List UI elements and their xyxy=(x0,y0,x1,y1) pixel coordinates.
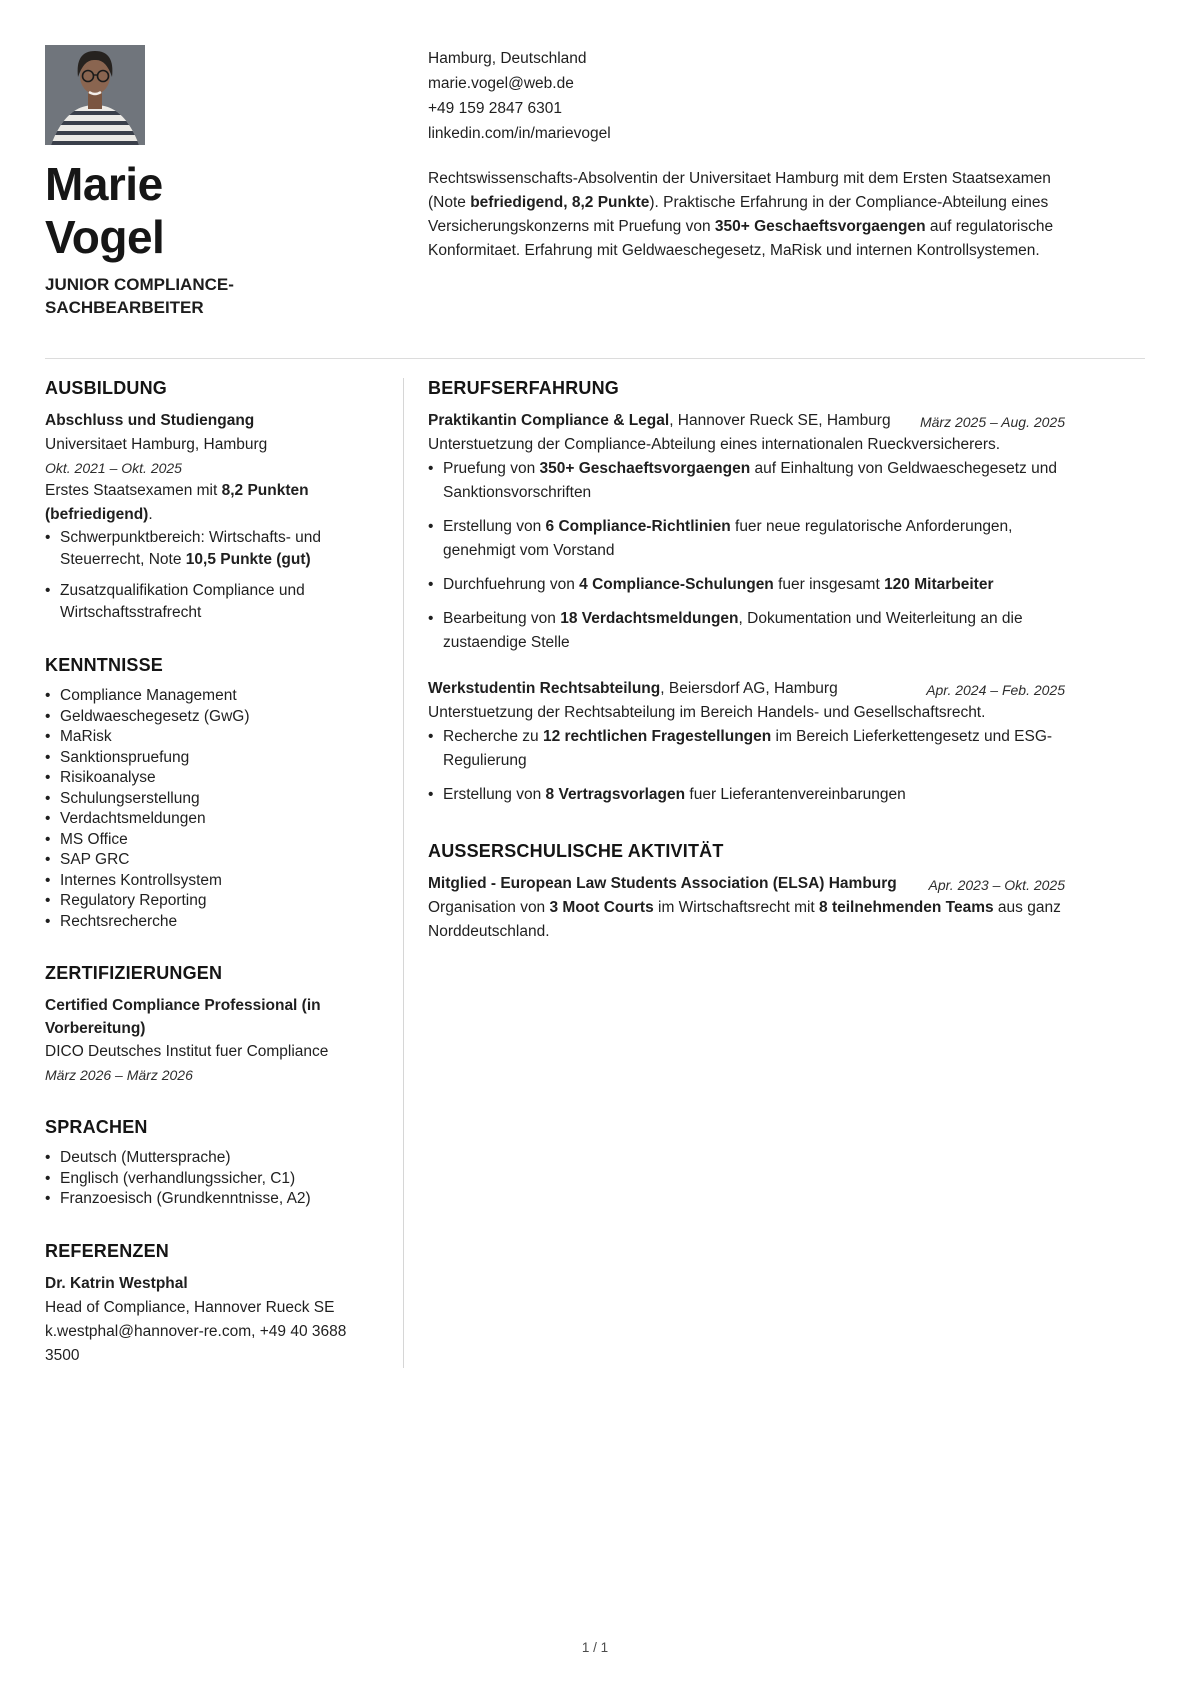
candidate-name-line1: Marie xyxy=(45,158,163,210)
section-education xyxy=(45,378,375,624)
contact-phone: +49 159 2847 6301 xyxy=(428,100,563,117)
experience-dates: März 2025 – Aug. 2025 xyxy=(919,414,1065,430)
experience-dates: Apr. 2024 – Feb. 2025 xyxy=(926,682,1065,698)
activity-description: Organisation von 3 Moot Courts im Wirtschaftsrecht mit 8 teilnehmenden Teams aus ganz Norddeutschland. xyxy=(428,899,1061,940)
skills-list xyxy=(45,686,375,932)
candidate-name-line2: Vogel xyxy=(45,211,165,263)
experience-bullet: • Pruefung von 350+ Geschaeftsvorgaengen auf Einhaltung von Geldwaeschegesetz und Sanktionsvorschriften xyxy=(428,457,1065,505)
activities-heading: AUSSERSCHULISCHE AKTIVITÄT xyxy=(428,841,724,861)
experience-role: Werkstudentin Rechtsabteilung xyxy=(428,680,661,697)
education-result: Erstes Staatsexamen mit 8,2 Punkten (befriedigend). xyxy=(45,482,309,523)
experience-heading: BERUFSERFAHRUNG xyxy=(428,378,620,398)
languages-list xyxy=(45,1148,375,1210)
candidate-job-title: JUNIOR COMPLIANCE-SACHBEARBEITER xyxy=(45,275,234,317)
contact-location: Hamburg, Deutschland xyxy=(428,50,587,67)
skill-item: • Compliance Management xyxy=(45,686,375,707)
education-degree: Abschluss und Studiengang xyxy=(45,412,255,429)
left-column xyxy=(45,378,375,1368)
education-bullet-list xyxy=(45,527,375,624)
skill-item: • Internes Kontrollsystem xyxy=(45,871,375,892)
header-contact-summary xyxy=(428,45,1065,319)
activity-entry-header xyxy=(428,872,1065,896)
column-divider xyxy=(403,378,404,1368)
main-content xyxy=(45,358,1145,1368)
reference-contact: k.westphal@hannover-re.com, +49 40 3688 3500 xyxy=(45,1322,347,1364)
section-languages xyxy=(45,1117,375,1210)
experience-description: Unterstuetzung der Compliance-Abteilung eines internationalen Rueckversicherers. xyxy=(428,436,1001,453)
reference-name: Dr. Katrin Westphal xyxy=(45,1274,188,1292)
activity-entry xyxy=(428,872,1065,944)
section-skills xyxy=(45,655,375,932)
section-certifications xyxy=(45,963,375,1086)
experience-bullet: • Erstellung von 8 Vertragsvorlagen fuer Lieferantenvereinbarungen xyxy=(428,783,1065,807)
experience-company: , Beiersdorf AG, Hamburg xyxy=(660,680,838,697)
contact-email: marie.vogel@web.de xyxy=(428,75,574,92)
skill-item: • SAP GRC xyxy=(45,850,375,871)
skill-item: • Regulatory Reporting xyxy=(45,891,375,912)
education-bullet: • Zusatzqualifikation Compliance und Wirtschaftsstrafrecht xyxy=(45,580,375,624)
skills-heading: KENNTNISSE xyxy=(45,655,164,675)
skill-item: • Rechtsrecherche xyxy=(45,912,375,933)
experience-title-line xyxy=(428,677,838,701)
language-item: • Englisch (verhandlungssicher, C1) xyxy=(45,1169,375,1190)
skill-item: • Geldwaeschegesetz (GwG) xyxy=(45,707,375,728)
header xyxy=(45,45,1145,319)
activity-title-line xyxy=(428,872,897,896)
experience-bullet: • Bearbeitung von 18 Verdachtsmeldungen, Dokumentation und Weiterleitung an die zustaendige Stelle xyxy=(428,607,1065,655)
profile-photo xyxy=(45,45,145,145)
languages-heading: SPRACHEN xyxy=(45,1117,148,1137)
header-identity xyxy=(45,45,375,319)
education-dates: Okt. 2021 – Okt. 2025 xyxy=(45,460,182,476)
experience-bullet: • Durchfuehrung von 4 Compliance-Schulungen fuer insgesamt 120 Mitarbeiter xyxy=(428,573,1065,597)
experience-company: , Hannover Rueck SE, Hamburg xyxy=(669,412,891,429)
candidate-name xyxy=(45,158,375,264)
language-item: • Franzoesisch (Grundkenntnisse, A2) xyxy=(45,1189,375,1210)
activity-dates: Apr. 2023 – Okt. 2025 xyxy=(928,877,1065,893)
experience-title-line xyxy=(428,409,891,433)
skill-item: • Verdachtsmeldungen xyxy=(45,809,375,830)
certification-issuer: DICO Deutsches Institut fuer Compliance xyxy=(45,1043,329,1060)
skill-item: • Risikoanalyse xyxy=(45,768,375,789)
certification-name: Certified Compliance Professional (in Vorbereitung) xyxy=(45,997,321,1037)
experience-bullet: • Recherche zu 12 rechtlichen Fragestellungen im Bereich Lieferkettengesetz und ESG-Regulierung xyxy=(428,725,1065,773)
experience-entry-header xyxy=(428,677,1065,701)
language-item: • Deutsch (Muttersprache) xyxy=(45,1148,375,1169)
skill-item: • Schulungserstellung xyxy=(45,789,375,810)
skill-item: • Sanktionspruefung xyxy=(45,748,375,769)
skill-item: • MaRisk xyxy=(45,727,375,748)
experience-description: Unterstuetzung der Rechtsabteilung im Bereich Handels- und Gesellschaftsrecht. xyxy=(428,704,986,721)
profile-summary: Rechtswissenschafts-Absolventin der Universitaet Hamburg mit dem Ersten Staatsexamen (Note befriedigend, 8,2 Punkte). Praktische Erfahrung in der Compliance-Abteilung eines Versicherungskonzerns mit Pruefung von 350+ Geschaeftsvorgaengen auf regulatorische Konformitaet. Erfahrung mit Geldwaeschegesetz, MaRisk und internen Kontrollsystemen. xyxy=(428,170,1054,259)
reference-role: Head of Compliance, Hannover Rueck SE xyxy=(45,1298,335,1316)
experience-entry-header xyxy=(428,409,1065,433)
experience-bullet-list xyxy=(428,457,1065,655)
certification-dates: März 2026 – März 2026 xyxy=(45,1067,193,1083)
education-heading: AUSBILDUNG xyxy=(45,378,167,398)
contact-linkedin: linkedin.com/in/marievogel xyxy=(428,125,611,142)
experience-entry xyxy=(428,409,1065,655)
education-bullet: • Schwerpunktbereich: Wirtschafts- und Steuerrecht, Note 10,5 Punkte (gut) xyxy=(45,527,375,571)
certifications-heading: ZERTIFIZIERUNGEN xyxy=(45,963,223,983)
activity-role: Mitglied - European Law Students Association (ELSA) Hamburg xyxy=(428,875,897,892)
skill-item: • MS Office xyxy=(45,830,375,851)
experience-role: Praktikantin Compliance & Legal xyxy=(428,412,670,429)
experience-entry xyxy=(428,677,1065,807)
section-references xyxy=(45,1241,375,1368)
references-heading: REFERENZEN xyxy=(45,1240,170,1261)
experience-bullet: • Erstellung von 6 Compliance-Richtlinien fuer neue regulatorische Anforderungen, genehmigt vom Vorstand xyxy=(428,515,1065,563)
section-activities xyxy=(428,841,1065,944)
education-school: Universitaet Hamburg, Hamburg xyxy=(45,436,268,453)
right-column xyxy=(428,378,1145,1368)
section-experience xyxy=(428,378,1065,807)
experience-bullet-list xyxy=(428,725,1065,807)
page-indicator: 1 / 1 xyxy=(581,1640,609,1655)
